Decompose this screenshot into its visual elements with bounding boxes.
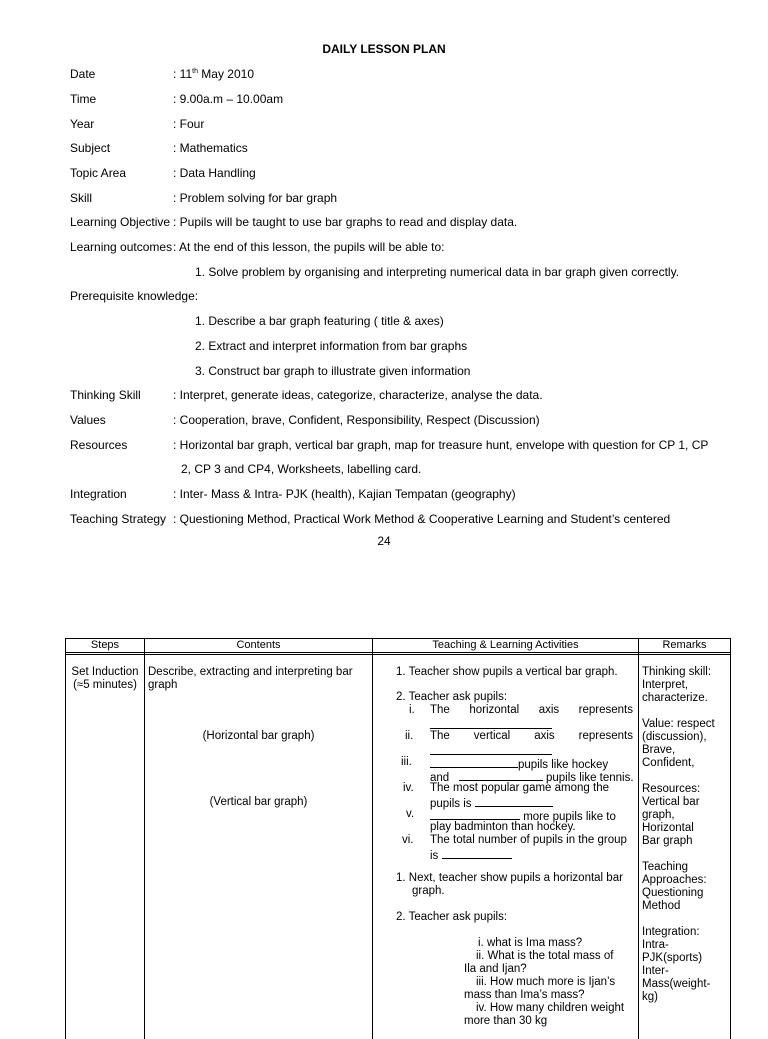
question-text: pupils is (430, 795, 553, 811)
skill-label: Skill (70, 191, 93, 205)
subject-label: Subject (70, 141, 111, 155)
values-label: Values (70, 413, 106, 427)
date-value: : 11th May 2010 (173, 67, 255, 81)
question-text: The most popular game among the (430, 782, 609, 794)
prereq-item: 2. Extract and interpret information from bar graphs (195, 339, 468, 353)
contents-text: graph (148, 679, 178, 691)
header-divider (66, 652, 730, 653)
activity-item: graph. (412, 885, 445, 897)
question-text: The horizontal axis represents (430, 704, 633, 716)
strategy-label: Teaching Strategy (70, 512, 167, 526)
prereq-label: Prerequisite knowledge: (70, 289, 199, 303)
time-label: Time (70, 92, 97, 106)
question-num: i. (409, 704, 415, 716)
thinking-value: : Interpret, generate ideas, categorize, characterize, analyse the data. (173, 388, 543, 402)
question-text: is (430, 847, 512, 863)
question-text: i. what is Ima mass? (478, 937, 583, 949)
question-text: The vertical axis represents (430, 730, 633, 742)
column-divider (372, 639, 373, 1039)
question-text: more pupils like to (430, 808, 616, 824)
remark-line: Inter- (642, 965, 669, 977)
remark-line: Horizontal (642, 822, 694, 834)
remark-line: Resources: (642, 783, 701, 795)
integration-label: Integration (70, 487, 127, 501)
remark-line: Teaching (642, 861, 689, 873)
remark-line (642, 848, 730, 861)
remark-line (642, 913, 730, 926)
remark-line: kg) (642, 991, 658, 1003)
prereq-item: 1. Describe a bar graph featuring ( title & axes) (195, 314, 444, 328)
remark-line: Vertical bar (642, 796, 700, 808)
question-num: vi. (402, 834, 414, 846)
step-duration: (≈5 minutes) (73, 679, 137, 691)
date-label: Date (70, 67, 96, 81)
integration-value: : Inter- Mass & Intra- PJK (health), Kajian Tempatan (geography) (173, 487, 516, 501)
page-number: 24 (377, 534, 391, 548)
page-title: DAILY LESSON PLAN (322, 42, 446, 56)
thinking-label: Thinking Skill (70, 388, 141, 402)
time-value: : 9.00a.m – 10.00am (173, 92, 284, 106)
remark-line: Approaches: (642, 874, 707, 886)
question-num: iii. (401, 756, 412, 768)
column-header-contents: Contents (236, 639, 281, 651)
contents-cell (148, 666, 353, 692)
remark-line: Confident, (642, 757, 695, 769)
contents-text: Describe, extracting and interpreting bar (148, 666, 353, 678)
prereq-item: 3. Construct bar graph to illustrate given information (195, 364, 471, 378)
column-header-steps: Steps (90, 639, 120, 651)
question-text: more than 30 kg (464, 1015, 548, 1027)
resources-value-cont: 2, CP 3 and CP4, Worksheets, labelling card. (181, 462, 422, 476)
question-text: Ila and Ijan? (464, 963, 527, 975)
question-num: ii. (405, 730, 414, 742)
remark-line: Thinking skill: (642, 666, 712, 678)
outcomes-label: Learning outcomes (70, 240, 173, 254)
remark-line (642, 770, 730, 783)
column-header-remarks: Remarks (662, 639, 707, 651)
question-num: iv. (403, 782, 414, 794)
remark-line: Brave, (642, 744, 676, 756)
question-text: play badminton than hockey. (430, 821, 576, 833)
activity-item: 1. Teacher show pupils a vertical bar graph. (396, 666, 618, 678)
skill-value: : Problem solving for bar graph (173, 191, 338, 205)
question-text: iv. How many children weight (476, 1002, 625, 1014)
remark-line: graph, (642, 809, 675, 821)
year-value: : Four (173, 117, 205, 131)
remarks-cell (642, 666, 730, 1004)
outcomes-value: : At the end of this lesson, the pupils will be able to: (173, 240, 445, 254)
remark-line: Method (642, 900, 681, 912)
objective-value: : Pupils will be taught to use bar graphs to read and display data. (173, 215, 518, 229)
lesson-table (65, 638, 731, 1039)
question-text: The total number of pupils in the group (430, 834, 627, 846)
objective-label: Learning Objective (70, 215, 171, 229)
remark-line: PJK(sports) (642, 952, 703, 964)
strategy-value: : Questioning Method, Practical Work Method & Cooperative Learning and Student’s centered (173, 512, 671, 526)
activity-item: 2. Teacher ask pupils: (396, 691, 508, 703)
values-value: : Cooperation, brave, Confident, Responsibility, Respect (Discussion) (173, 413, 540, 427)
remark-line: Intra- (642, 939, 669, 951)
year-label: Year (70, 117, 95, 131)
subject-value: : Mathematics (173, 141, 248, 155)
topic-label: Topic Area (70, 166, 127, 180)
remark-line: Interpret, (642, 679, 689, 691)
question-text: and pupils like tennis. (430, 769, 634, 785)
resources-value: : Horizontal bar graph, vertical bar graph, map for treasure hunt, envelope with question for CP 1, CP (173, 438, 709, 452)
question-text: iii. How much more is Ijan’s (476, 976, 616, 988)
question-text: pupils like hockey (430, 756, 608, 772)
header-divider (66, 654, 730, 655)
column-divider (638, 639, 639, 1039)
remark-line: Bar graph (642, 835, 693, 847)
remark-line: (discussion), (642, 731, 707, 743)
remark-line: Value: respect (642, 718, 715, 730)
horizontal-graph-label: (Horizontal bar graph) (202, 730, 315, 742)
activity-item: 1. Next, teacher show pupils a horizontal bar (396, 872, 623, 884)
outcome-item: 1. Solve problem by organising and interpreting numerical data in bar graph given correctly. (195, 265, 680, 279)
topic-value: : Data Handling (173, 166, 256, 180)
question-text: mass than Ima’s mass? (464, 989, 585, 1001)
vertical-graph-label: (Vertical bar graph) (209, 796, 308, 808)
remark-line (642, 705, 730, 718)
column-header-activities: Teaching & Learning Activities (432, 639, 579, 651)
activity-item: 2. Teacher ask pupils: (396, 911, 508, 923)
question-text: ii. What is the total mass of (476, 950, 614, 962)
steps-cell (66, 666, 144, 692)
remark-line: Integration: (642, 926, 700, 938)
step-name: Set Induction (71, 666, 139, 678)
column-divider (144, 639, 145, 1039)
remark-line: characterize. (642, 692, 708, 704)
question-num: v. (406, 808, 415, 820)
resources-label: Resources (70, 438, 128, 452)
remark-line: Questioning (642, 887, 704, 899)
remark-line: Mass(weight- (642, 978, 711, 990)
